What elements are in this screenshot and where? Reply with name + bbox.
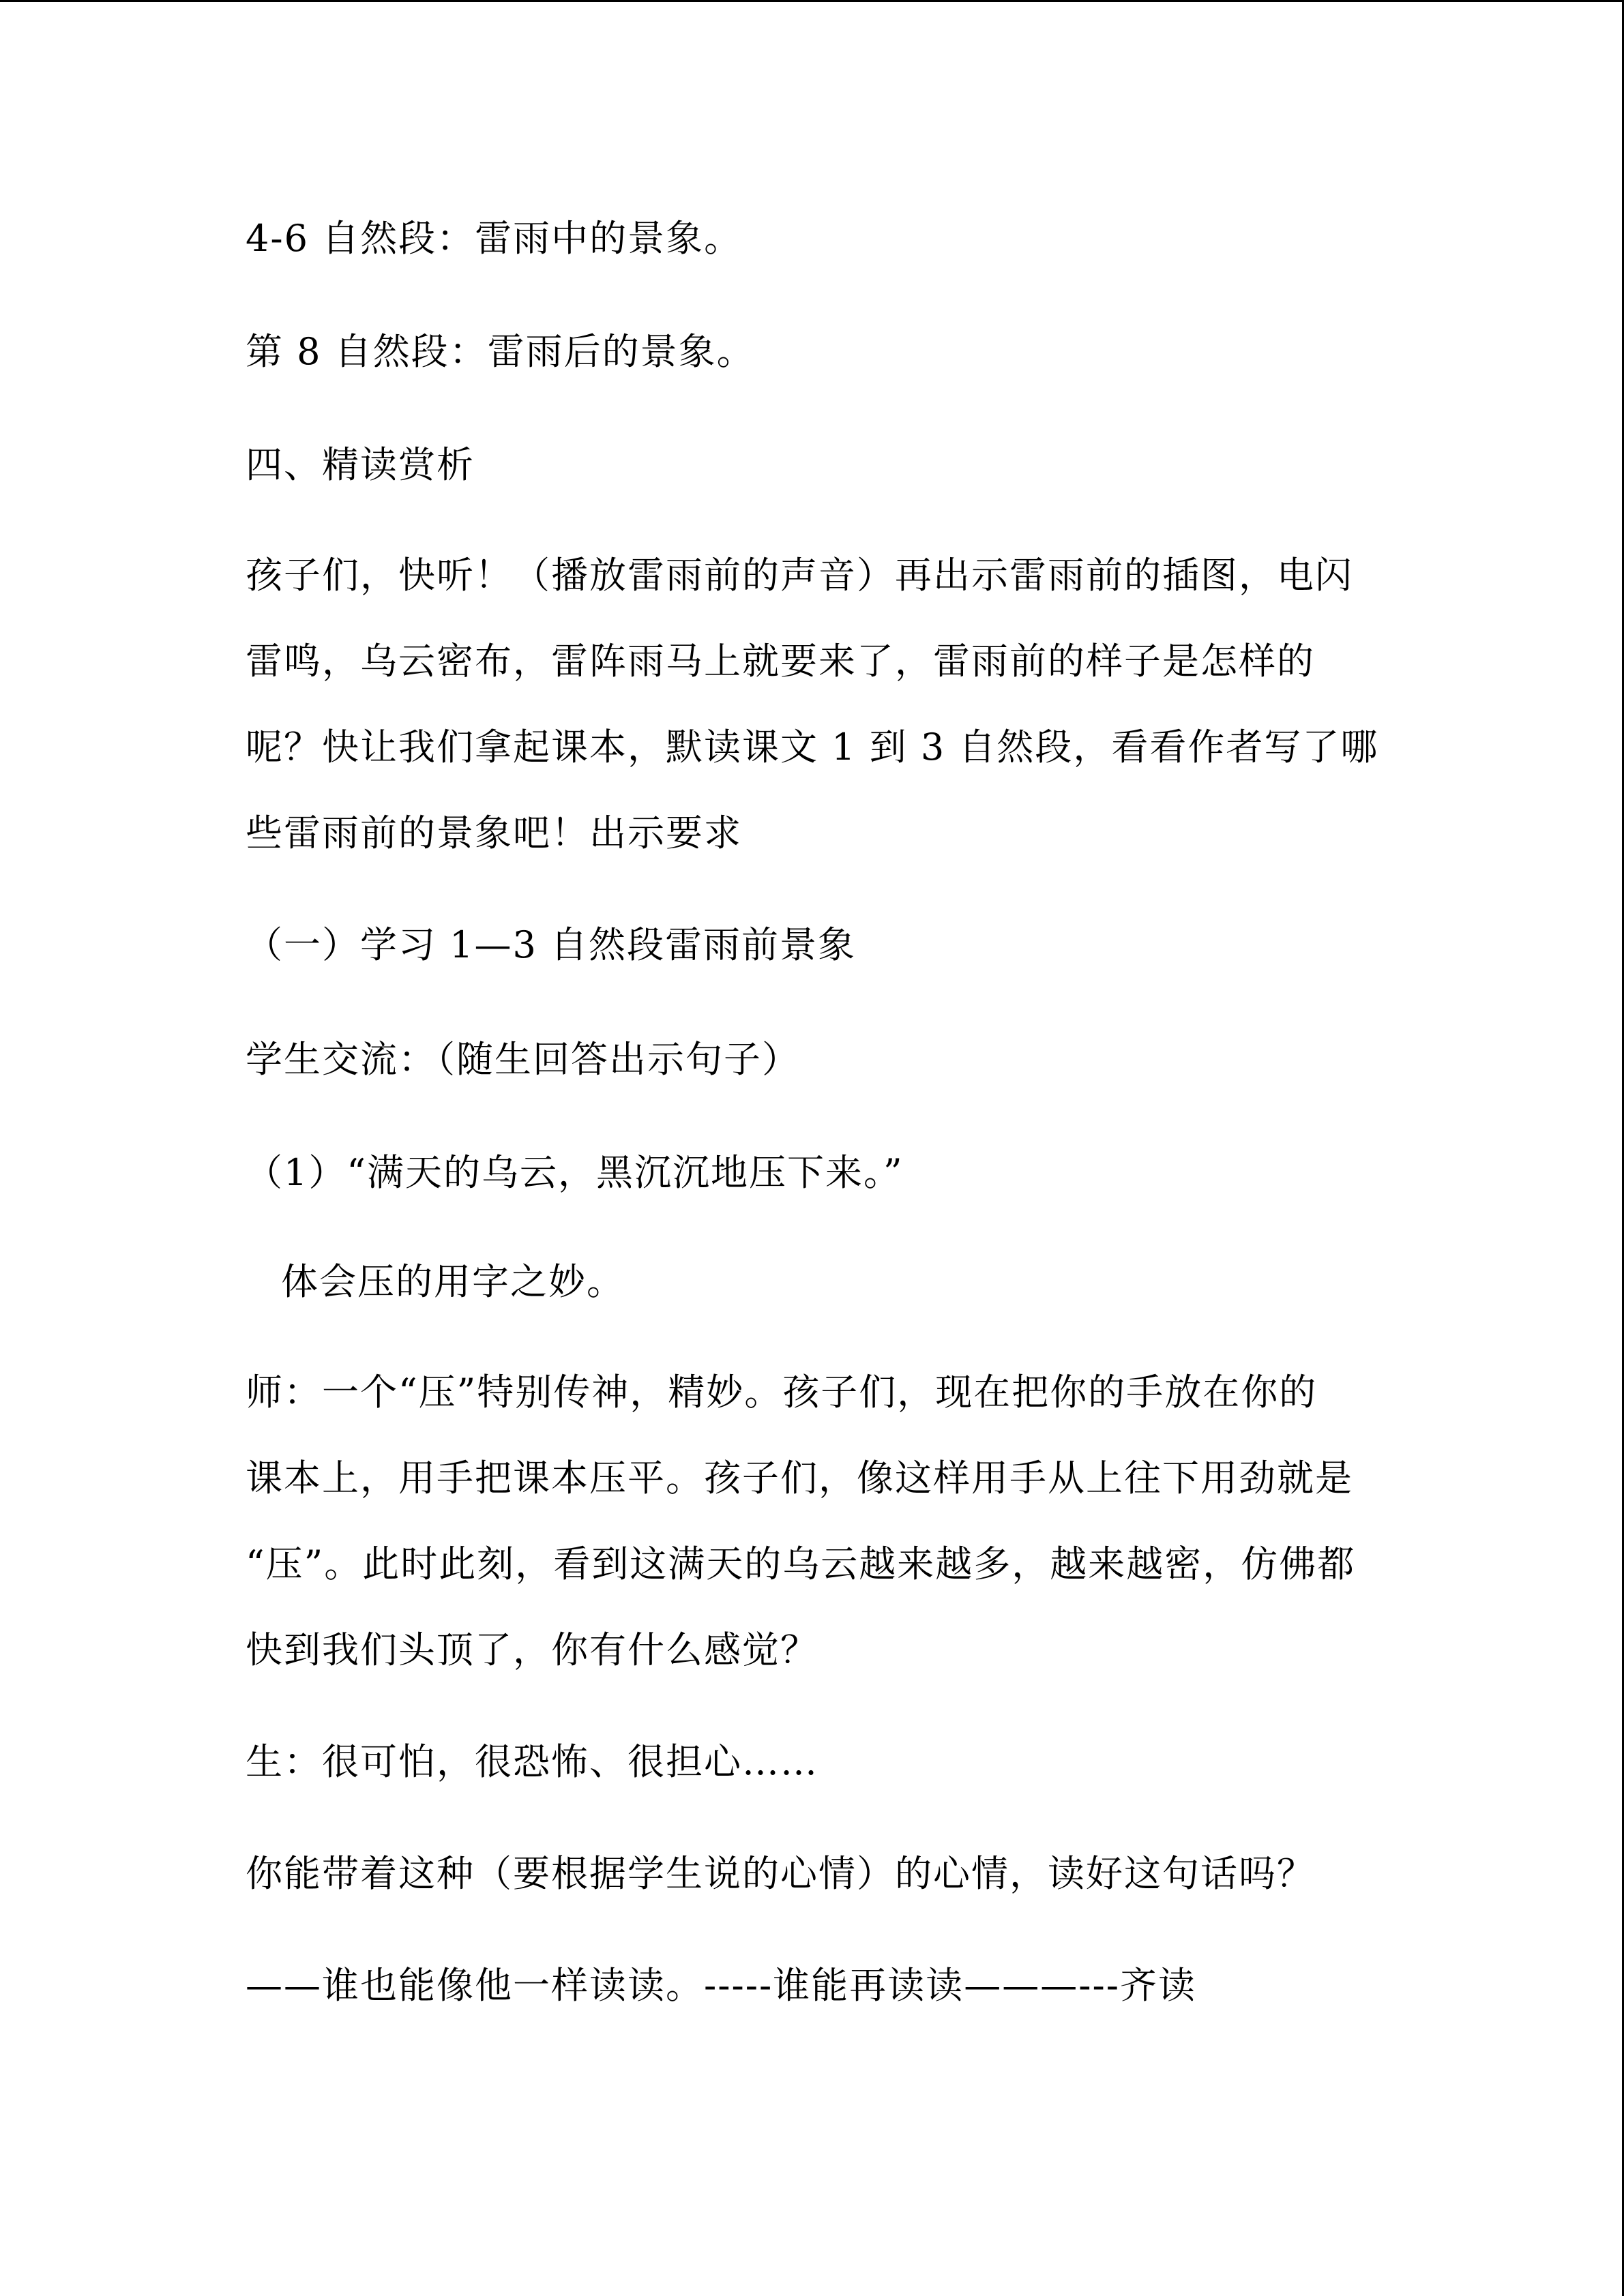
text-line: 呢？快让我们拿起课本，默读课文 1 到 3 自然段，看看作者写了哪 <box>246 726 1379 769</box>
text-line: ——谁也能像他一样读读。-----谁能再读读———---齐读 <box>246 1964 1196 2007</box>
text-line: 学生交流：（随生回答出示句子） <box>246 1038 800 1081</box>
text-line: 些雷雨前的景象吧！出示要求 <box>246 811 742 854</box>
text-line: 你能带着这种（要根据学生说的心情）的心情，读好这句话吗？ <box>246 1852 1315 1895</box>
text-line: 体会压的用字之妙。 <box>281 1260 625 1303</box>
text-line: 孩子们，快听！（播放雷雨前的声音）再出示雷雨前的插图，电闪 <box>246 554 1353 597</box>
text-line: “压”。此时此刻，看到这满天的乌云越来越多，越来越密，仿佛都 <box>246 1542 1356 1585</box>
page-top-border <box>0 0 1624 2</box>
subsection-heading: （一）学习 1—3 自然段雷雨前景象 <box>246 923 857 966</box>
text-line: 雷鸣，乌云密布，雷阵雨马上就要来了，雷雨前的样子是怎样的 <box>246 640 1315 683</box>
text-line: 生：很可怕，很恐怖、很担心…… <box>246 1740 818 1783</box>
text-line: 课本上，用手把课本压平。孩子们，像这样用手从上往下用劲就是 <box>246 1457 1353 1500</box>
text-line: 4-6 自然段：雷雨中的景象。 <box>246 217 743 260</box>
text-line: 师：一个“压”特别传神，精妙。孩子们，现在把你的手放在你的 <box>246 1371 1318 1414</box>
text-line: 快到我们头顶了，你有什么感觉？ <box>246 1628 818 1671</box>
quoted-sentence: （1）“满天的乌云，黑沉沉地压下来。” <box>246 1151 904 1194</box>
section-heading: 四、精读赏析 <box>246 443 475 486</box>
text-line: 第 8 自然段：雷雨后的景象。 <box>246 330 755 373</box>
